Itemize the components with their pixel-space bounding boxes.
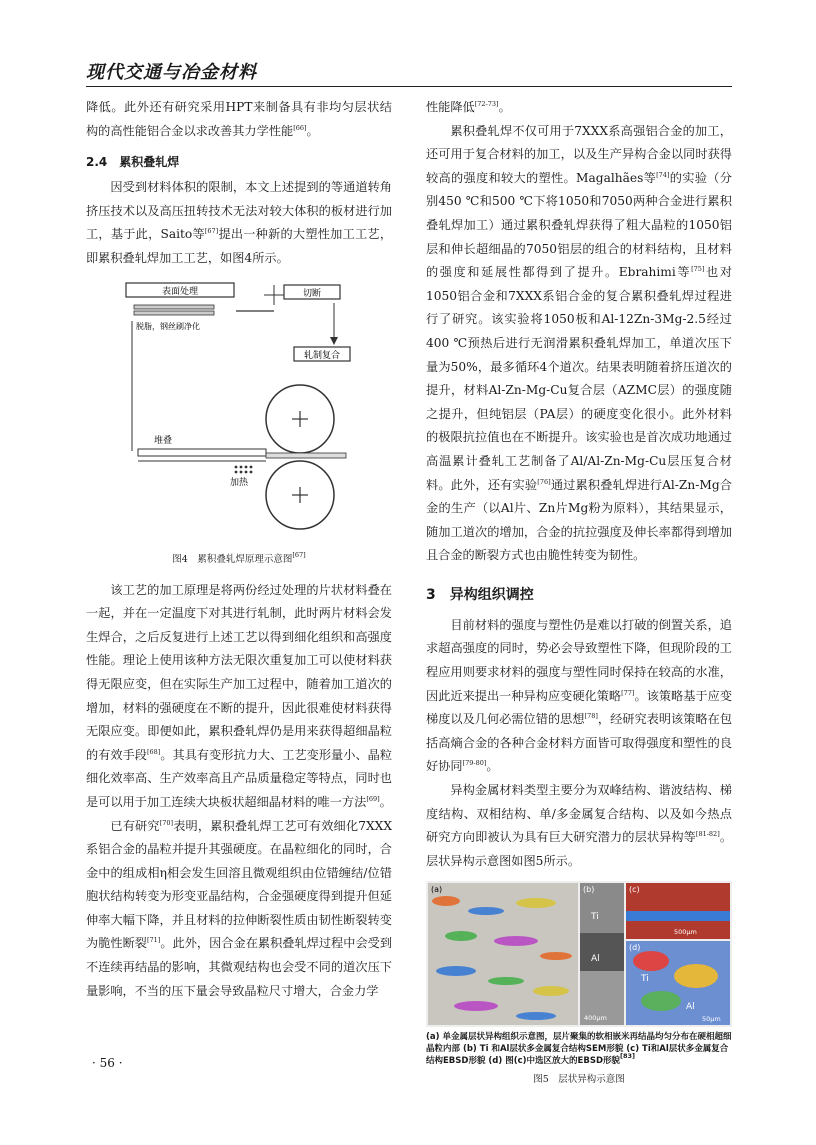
scale-b: 400μm (584, 1014, 607, 1023)
page-number: · 56 · (92, 1056, 123, 1070)
figure-5 (426, 881, 732, 1085)
al-label-d: Al (686, 1002, 695, 1013)
label-roll: 轧制复合 (303, 350, 341, 361)
section-heading-2-4: 2.4 累积叠轧焊 (86, 155, 180, 170)
al-label: Al (591, 954, 600, 965)
layered-microstructure-image (426, 881, 732, 1027)
left-column (86, 96, 392, 1003)
right-paragraph-2: 目前材料的强度与塑性仍是难以打破的倒置关系，追求超高强度的同时，势必会导致塑性下降，但现阶段的工程应用则要求材料的强度与塑性同时保持在较高的水准，因此近来提出一种异构应变硬化策略[77]。该策略基于应变梯度以及几何必需位错的思想[78]，经研究表明该策略在包括高熵合金的各种合金材料方面皆可取得强度和塑性的良好协同[79-80]。 (426, 617, 733, 774)
label-degrease: 脱脂，钢丝刷净化 (136, 321, 200, 331)
label-cut: 切断 (302, 288, 322, 299)
ti-label-d: Ti (641, 974, 649, 985)
right-column (426, 96, 732, 1099)
arb-process-diagram (124, 281, 354, 541)
journal-logo: 现代交通与冶金材料 (86, 62, 257, 83)
scale-c: 500μm (674, 928, 697, 937)
section-heading-3: 3 异构组织调控 (426, 586, 534, 603)
header-rule (86, 86, 732, 87)
label-stack: 堆叠 (154, 435, 173, 446)
ti-label: Ti (591, 912, 599, 923)
panel-a-label: (a) (431, 885, 443, 895)
left-paragraph-1: 因受到材料体积的限制，本文上述提到的等通道转角挤压技术以及高压扭转技术无法对较大体积的板材进行加工，基于此，Saito等[67]提出一种新的大塑性加工工艺，即累积叠轧焊加工工艺，如图4所示。 (86, 180, 393, 265)
figure-4-caption: 图4 累积叠轧焊原理示意图[67] (172, 550, 306, 565)
figure-4 (124, 281, 354, 545)
panel-b-label: (b) (583, 885, 595, 895)
left-paragraph-2: 该工艺的加工原理是将两份经过处理的片状材料叠在一起，并在一定温度下对其进行轧制，此时两片材料会发生焊合，之后反复进行上述工艺以得到细化组织和高强度性能。理论上使用该种方法无限次重复加工可以使材料获得无限应变，但在实际生产加工过程中，随着加工道次的增加，材料的强硬度在不断的提升，因此很难使材料获得无限应变。即便如此，累积叠轧焊仍是用来获得超细晶粒的有效手段[68]。其具有变形抗力大、工艺变形量小、晶粒细化效率高、生产效率高且产品质量稳定等特点，同时也是可以用于加工连续大块板状超细晶材料的唯一方法[69]。 (86, 582, 393, 809)
figure-5-caption: 图5 层状异构示意图 (533, 1074, 625, 1086)
right-paragraph-3: 异构金属材料类型主要分为双峰结构、谐波结构、梯度结构、双相结构、单/多金属复合结构、以及如今热点研究方向即被认为具有巨大研究潜力的层状异构等[81-82]。层状异构示意图如图5所示。 (426, 783, 733, 868)
label-heat: 加热 (230, 477, 249, 488)
panel-c-label: (c) (629, 885, 640, 895)
right-paragraph-1: 累积叠轧焊不仅可用于7XXX系高强铝合金的加工，还可用于复合材料的加工，以及生产异构合金以同时获得较高的强度和较大的塑性。Magalhães等[74]的实验（分别450 ℃和500 ℃下将1050和7050两种合金进行累积叠轧焊加工）通过累积叠轧焊获得了粗大晶粒的1050铝层和伸长超细晶的7050铝层的组合的材料结构，且材料的强度和延展性都得到了提升。Ebrahimi等[75]也对1050铝合金和7XXX系铝合金的复合累积叠轧焊过程进行了研究。该实验将1050板和Al-12Zn-3Mg-2.5经过400 ℃预热后进行无润滑累积叠轧焊加工，单道次压下量为50%，最多循环4个道次。结果表明随着挤压道次的提升，材料Al-Zn-Mg-Cu复合层（AZMC层）的强度随之提升，但纯铝层（PA层）的硬度变化很小。此外材料的极限抗拉值也在不断提升。该实验也是首次成功地通过高温累计叠轧工艺制备了Al/Al-Zn-Mg-Cu层压复合材料。此外，还有实验[76]通过累积叠轧焊进行Al-Zn-Mg合金的生产（以Al片、Zn片Mg粉为原料），其结果显示，随加工道次的增加，合金的抗拉强度及伸长率都得到增加且合金的断裂方式也由脆性转变为韧性。 (426, 123, 733, 563)
left-paragraph-3: 已有研究[70]表明，累积叠轧焊工艺可有效细化7XXX系铝合金的晶粒并提升其强硬度。在晶粒细化的同时，合金中的组成相η相会发生回溶且微观组织由位错缠结/位错胞状结构转变为形变亚晶结构，合金强硬度得到提升但延伸率大幅下降，并且材料的拉伸断裂性质由韧性断裂转变为脆性断裂[71]。此外，因合金在累积叠轧焊过程中会受到不连续再结晶的影响，其微观结构也会受不同的道次压下量影响，不当的压下量会导致晶粒尺寸增大，合金力学 (86, 818, 393, 998)
right-paragraph-top: 性能降低[72-73]。 (426, 100, 511, 114)
label-surface: 表面处理 (161, 286, 199, 297)
panel-d-label: (d) (629, 943, 641, 953)
left-paragraph-top: 降低。此外还有研究采用HPT来制备具有非均匀层状结构的高性能铝合金以求改善其力学性能[66]。 (86, 100, 392, 138)
scale-d: 50μm (702, 1015, 721, 1024)
figure-5-note: (a) 单金属层状异构组织示意图，层片聚集的软相嵌米再结晶均匀分布在硬相超细晶粒内部 (b) Ti 和Al层状多金属复合结构SEM形貌 (c) Ti和Al层状多金属复合结构EBSD形貌 (d) 图(c)中选区放大的EBSD形貌[83] (426, 1032, 732, 1067)
